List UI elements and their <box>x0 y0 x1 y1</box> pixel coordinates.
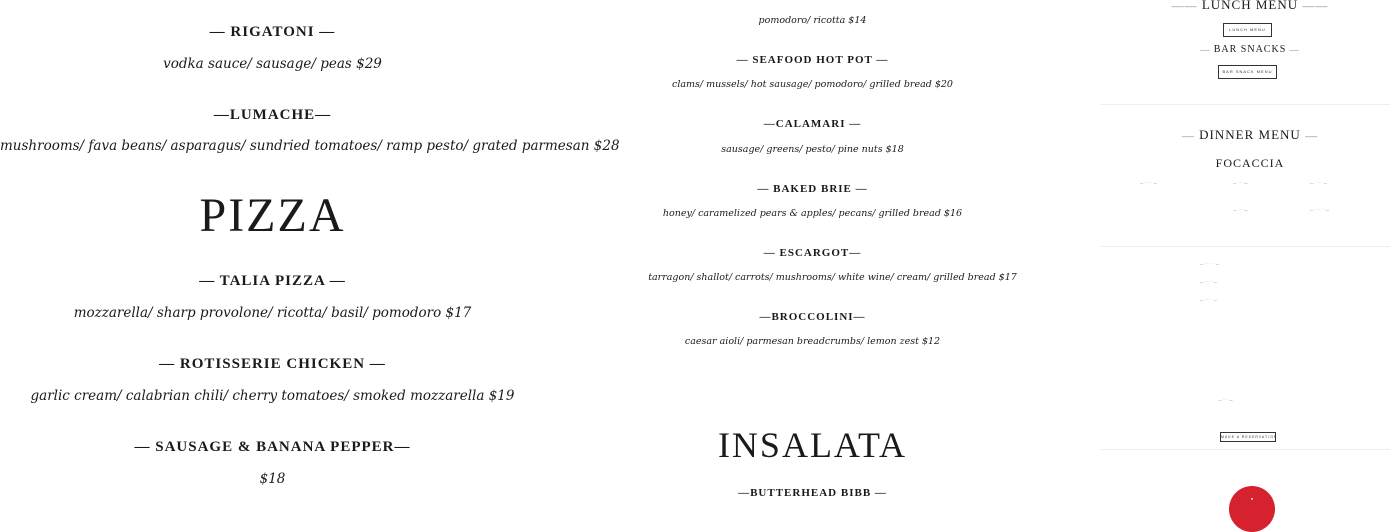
escargot-heading: — ESCARGOT— <box>763 247 862 259</box>
lunch-menu-button[interactable]: LUNCH MENU <box>1223 23 1272 37</box>
section-divider <box>1100 246 1390 247</box>
escargot-description: tarragon/ shallot/ carrots/ mushrooms/ white wine/ cream/ grilled bread $17 <box>648 272 1017 283</box>
talia-pizza-description: mozzarella/ sharp provolone/ ricotta/ basil/ pomodoro $17 <box>73 305 472 321</box>
dinner-menu-title: — DINNER MENU — <box>1181 127 1319 143</box>
rigatoni-description: vodka sauce/ sausage/ peas $29 <box>163 56 382 72</box>
rotisserie-chicken-heading: — ROTISSERIE CHICKEN — <box>159 356 386 372</box>
mini-menu-item: — · · · — <box>1233 181 1248 185</box>
lunch-menu-title: —— LUNCH MENU —— <box>1171 0 1329 13</box>
butterhead-bibb-heading: —BUTTERHEAD BIBB — <box>738 487 887 499</box>
rotisserie-chicken-description: garlic cream/ calabrian chili/ cherry tomatoes/ smoked mozzarella $19 <box>30 388 515 404</box>
insalata-section-title: INSALATA <box>717 425 908 465</box>
previous-item-description: pomodoro/ ricotta $14 <box>758 15 867 26</box>
section-divider <box>1100 104 1390 105</box>
mini-menu-item: — · · · · · — <box>1200 262 1220 266</box>
section-divider <box>1100 449 1390 450</box>
lumache-description: mushrooms/ fava beans/ asparagus/ sundried tomatoes/ ramp pesto/ grated parmesan $28 <box>0 138 620 154</box>
mini-menu-item: — · · · · · — <box>1310 208 1330 212</box>
make-reservation-button[interactable]: MAKE A RESERVATION <box>1220 432 1276 442</box>
reservation-widget-icon[interactable]: ● <box>1229 486 1275 532</box>
broccolini-heading: —BROCCOLINI— <box>759 311 866 323</box>
focaccia-title: FOCACCIA <box>1215 156 1285 170</box>
baked-brie-heading: — BAKED BRIE — <box>757 183 868 195</box>
menu-overview-thumbnail <box>1100 0 1400 500</box>
rule-right-decoration: — <box>1289 44 1300 55</box>
calamari-heading: —CALAMARI — <box>763 118 862 130</box>
mini-menu-item: — · · · · — <box>1140 181 1158 185</box>
sausage-banana-pepper-heading: — SAUSAGE & BANANA PEPPER— <box>134 439 411 455</box>
mini-menu-item: — · · · · — <box>1200 280 1218 284</box>
rule-left-decoration: —— <box>1171 0 1198 13</box>
menu-middle-column <box>545 0 1080 500</box>
baked-brie-description: honey/ caramelized pears & apples/ pecans/ grilled bread $16 <box>662 208 963 219</box>
talia-pizza-heading: — TALIA PIZZA — <box>199 273 346 289</box>
pizza-section-title: PIZZA <box>199 189 346 242</box>
bar-snacks-title: — BAR SNACKS — <box>1200 44 1300 55</box>
rule-right-decoration: — <box>1305 128 1319 143</box>
sausage-banana-pepper-price: $18 <box>259 471 286 487</box>
bar-snack-menu-button[interactable]: BAR SNACK MENU <box>1218 65 1277 79</box>
mini-menu-item: — · · · — <box>1233 208 1248 212</box>
rigatoni-heading: — RIGATONI — <box>209 24 336 40</box>
broccolini-description: caesar aioli/ parmesan breadcrumbs/ lemon zest $12 <box>684 336 941 347</box>
lumache-heading: —LUMACHE— <box>213 107 332 123</box>
seafood-hot-pot-heading: — SEAFOOD HOT POT — <box>736 54 889 66</box>
mini-menu-item: — · · · — <box>1218 398 1233 402</box>
mini-menu-item: — · · · · — <box>1200 298 1218 302</box>
seafood-hot-pot-description: clams/ mussels/ hot sausage/ pomodoro/ grilled bread $20 <box>672 79 953 90</box>
rule-right-decoration: —— <box>1302 0 1329 13</box>
calamari-description: sausage/ greens/ pesto/ pine nuts $18 <box>721 144 904 155</box>
mini-menu-item: — · · · · — <box>1310 181 1328 185</box>
menu-left-column <box>0 0 620 500</box>
rule-left-decoration: — <box>1181 128 1195 143</box>
rule-left-decoration: — <box>1200 44 1211 55</box>
